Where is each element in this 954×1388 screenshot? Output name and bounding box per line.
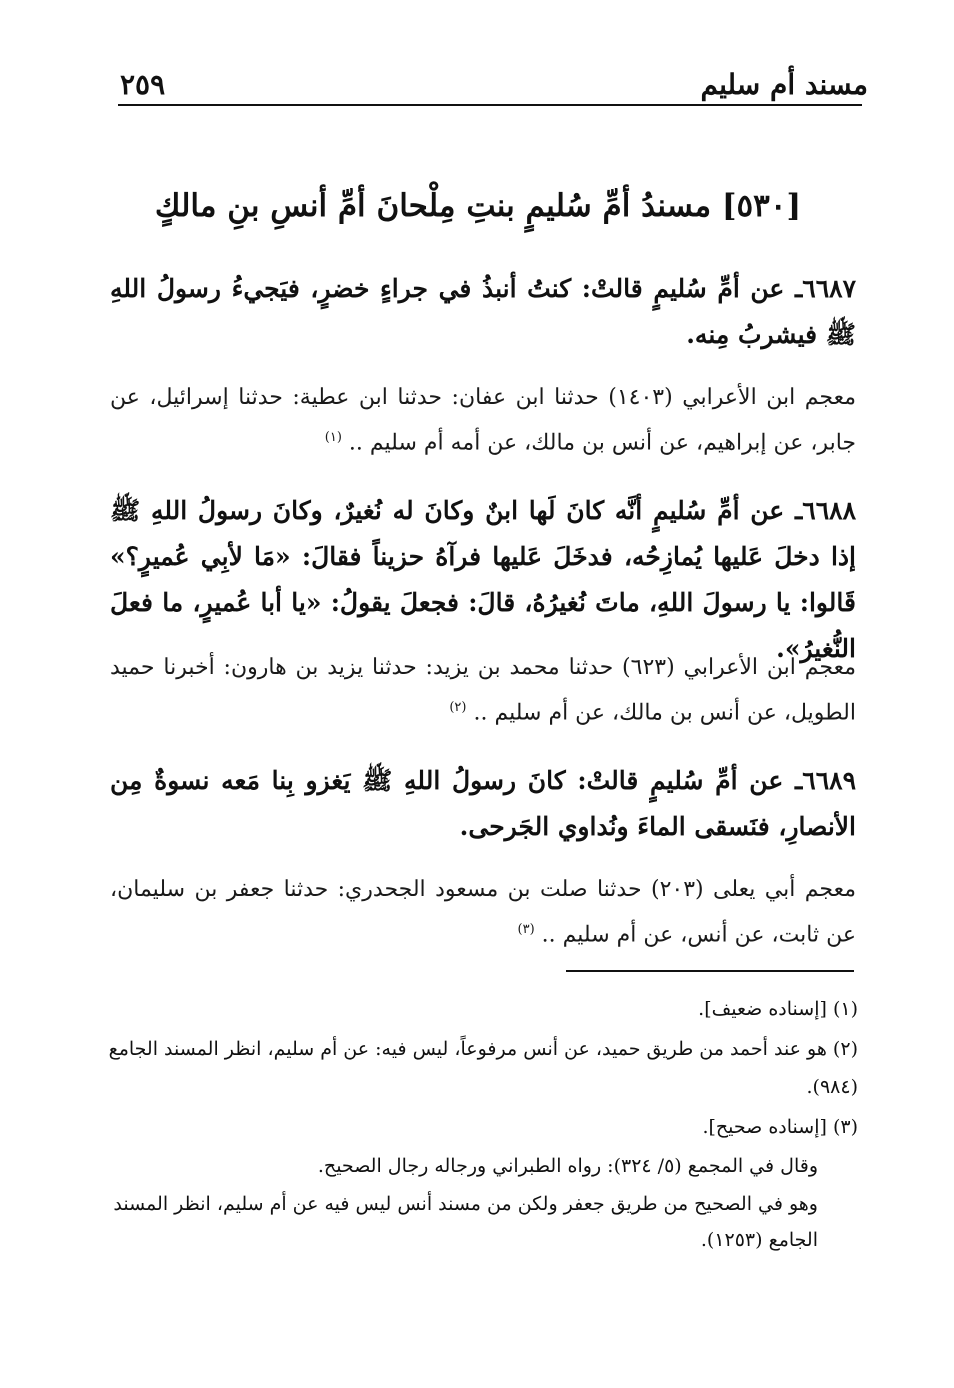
hadith-6689-text: ٦٦٨٩ـ عن أمِّ سُليمٍ قالتْ: كانَ رسولُ اللهِ ﷺ يَغزو بِنا مَعه نسوةٌ مِن الأنصارِ، فنَسقى الماءَ ونُداوي الجَرحى.	[110, 766, 856, 841]
footnote-3-note-2: وهو في الصحيح من طريق جعفر ولكن من مسند أنس ليس فيه عن أم سليم، انظر المسند الجامع (١٢٥٣).	[113, 1193, 818, 1251]
hadith-6688-source-text: معجم ابن الأعرابي (٦٢٣) حدثنا محمد بن يزيد: حدثنا يزيد بن هارون: أخبرنا حميد الطويل، عن أنس بن مالك، عن أم سليم ..	[110, 655, 856, 726]
hadith-6687-source	[110, 378, 856, 463]
section-heading: [٥٣٠] مسندُ أمِّ سُليمٍ بنتِ مِلْحانَ أمِّ أنسِ بنِ مالكٍ	[154, 188, 802, 224]
page-number: ٢٥٩	[120, 68, 166, 101]
footnote-3: (٣) [إسناده صحيح].	[702, 1116, 858, 1138]
header-rule	[118, 104, 862, 106]
hadith-6688-text: ٦٦٨٨ـ عن أمِّ سُليمٍ أنَّه كانَ لَها ابنٌ وكانَ له نُغيرٌ، وكانَ رسولُ اللهِ ﷺ إذا دخلَ عَليها يُمازِحُه، فدخَلَ عَليها فرآهُ حزيناً فقالَ: «مَا لأبِي عُميرٍ؟» قَالوا: يا رسولَ اللهِ، ماتَ نُغيرُهُ، قالَ: فجعلَ يقولُ: «يا أبا عُميرٍ، ما فعلَ النُّغيرُ».	[110, 496, 856, 663]
footnote-separator	[566, 970, 854, 972]
footnote-2: (٢) هو عند أحمد من طريق حميد، عن أنس مرفوعاً، ليس فيه: عن أم سليم، انظر المسند الجامع (٩٨٤).	[108, 1038, 858, 1098]
hadith-6688-source	[110, 648, 856, 733]
footnote-ref-3: (٣)	[517, 922, 535, 937]
hadith-6689-source-text: معجم أبي يعلى (٢٠٣) حدثنا صلت بن مسعود الجحدري: حدثنا جعفر بن سليمان، عن ثابت، عن أنس، عن أم سليم ..	[110, 877, 857, 948]
footnote-ref-2: (٢)	[449, 700, 467, 715]
running-header-title: مسند أم سليم	[700, 68, 868, 101]
footnote-3-note-1: وقال في المجمع (٥/ ٣٢٤): رواه الطبراني ورجاله رجال الصحيح.	[317, 1155, 818, 1177]
footnote-1: (١) [إسناده ضعيف].	[698, 998, 858, 1020]
hadith-6687-source-text: معجم ابن الأعرابي (١٤٠٣) حدثنا ابن عفان: حدثنا ابن عطية: حدثنا إسرائيل، عن جابر، عن إبراهيم، عن أنس بن مالك، عن أمه أم سليم ..	[110, 385, 856, 456]
footnote-ref-1: (١)	[324, 430, 342, 445]
hadith-6689-source	[110, 870, 856, 955]
hadith-6687-text: ٦٦٨٧ـ عن أمِّ سُليمٍ قالتْ: كنتُ أنبذُ في جراءٍ خضرٍ، فيَجيءُ رسولُ اللهِ ﷺ فيشربُ مِنه.	[110, 274, 856, 349]
